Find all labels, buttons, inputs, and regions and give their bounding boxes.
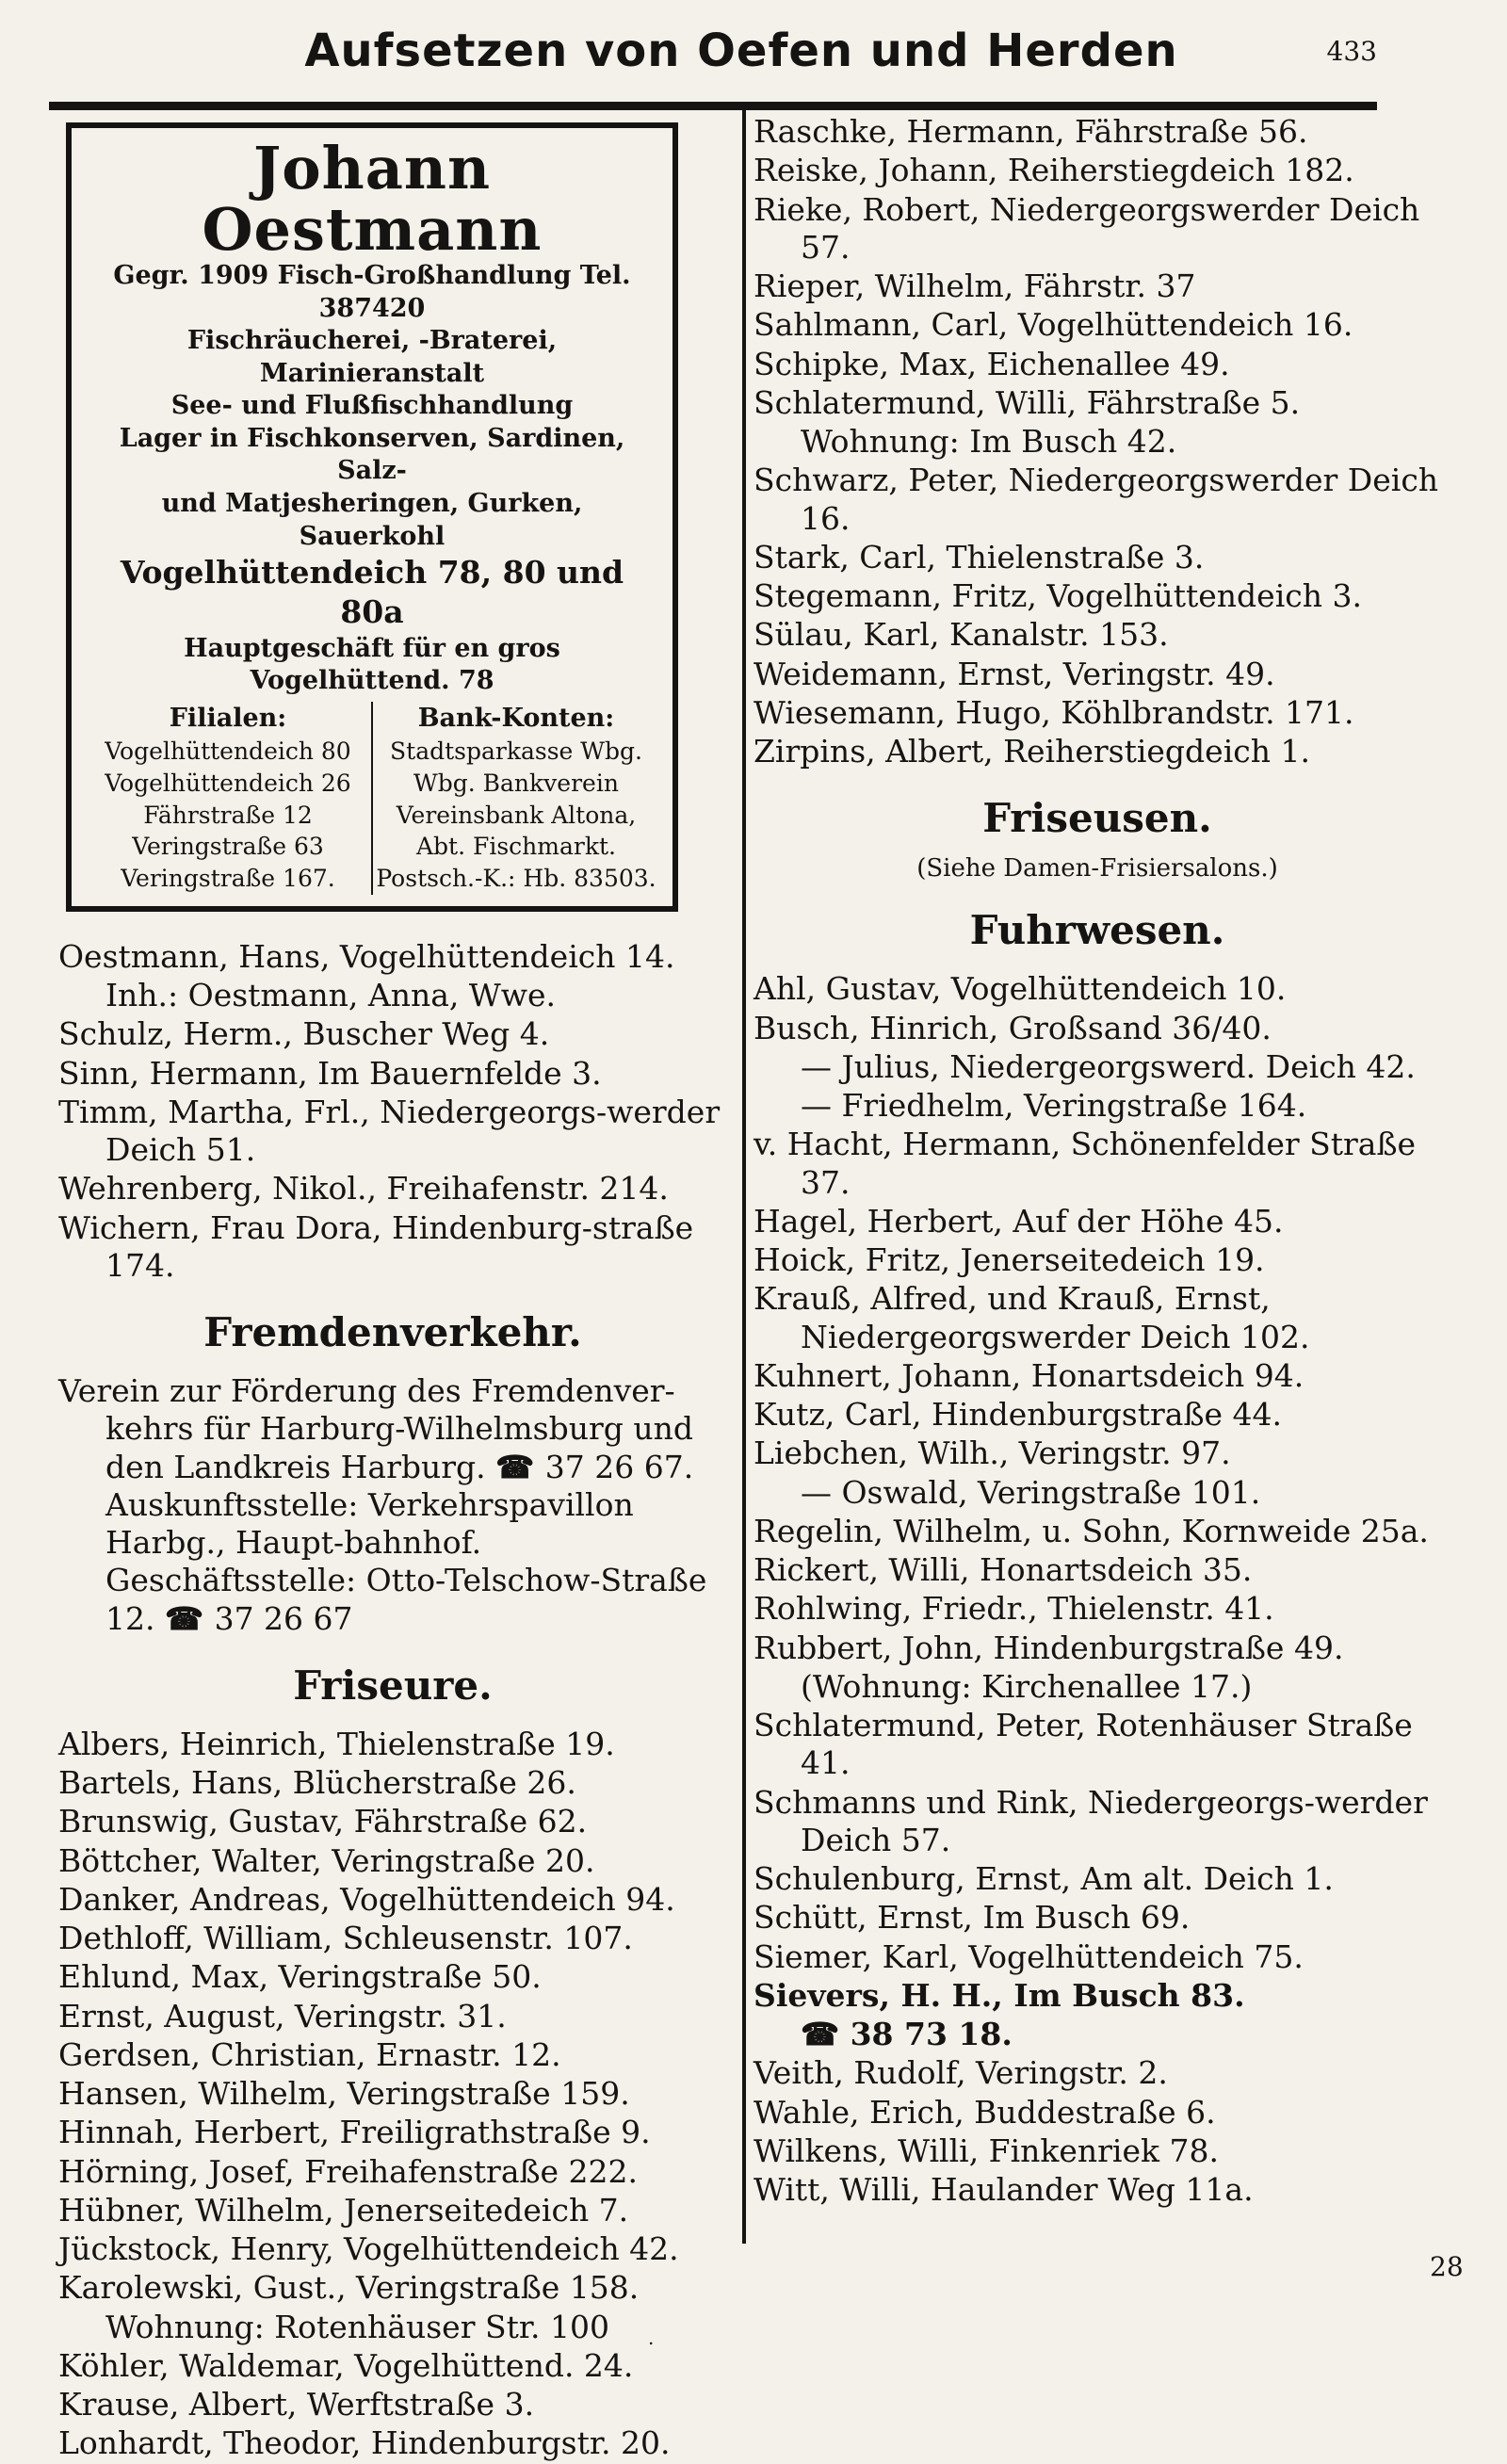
directory-entry: Bartels, Hans, Blücherstraße 26.	[58, 1764, 576, 1802]
directory-entry: Ehlund, Max, Veringstraße 50.	[58, 1958, 542, 1996]
ad-line: Gegr. 1909 Fisch-Großhandlung Tel. 387420	[113, 261, 631, 323]
branches-heading: Filialen:	[169, 703, 287, 733]
directory-entry: Siemer, Karl, Vogelhüttendeich 75.	[754, 1937, 1304, 1975]
directory-entry: Sinn, Hermann, Im Bauernfelde 3.	[58, 1054, 602, 1092]
directory-entry: Hagel, Herbert, Auf der Höhe 45.	[754, 1202, 1284, 1240]
print-mark: .	[648, 2326, 655, 2349]
directory-entry: Wilkens, Willi, Finkenriek 78.	[754, 2132, 1219, 2169]
directory-entry: Dethloff, William, Schleusenstr. 107.	[58, 1920, 633, 1957]
directory-entry: Liebchen, Wilh., Veringstr. 97.	[754, 1435, 1231, 1472]
directory-entry: Lonhardt, Theodor, Hindenburgstr. 20.	[58, 2424, 671, 2462]
directory-entry: Schmanns und Rink, Niedergeorgs-werder Deich 57.	[754, 1783, 1428, 1858]
ad-banks	[371, 702, 659, 895]
bank-item: Vereinsbank Altona,	[396, 801, 637, 829]
directory-entry: Busch, Hinrich, Großsand 36/40.	[754, 1009, 1272, 1046]
cross-reference-note: (Siehe Damen-Frisiersalons.)	[916, 854, 1278, 883]
directory-entry: Stark, Carl, Thielenstraße 3.	[754, 538, 1205, 575]
directory-entry: Regelin, Wilhelm, u. Sohn, Kornweide 25a.	[754, 1512, 1429, 1549]
directory-entry: Böttcher, Walter, Veringstraße 20.	[58, 1841, 595, 1879]
fremdenverkehr-desc: Verein zur Förderung des Fremdenver-kehrs für Harburg-Wilhelmsburg und den Landkreis Harburg.	[58, 1372, 693, 1485]
branch-item: Vogelhüttendeich 80	[105, 738, 351, 766]
ad-line: Hauptgeschäft für en gros Vogelhüttend. 78	[184, 633, 560, 696]
ad-line: See- und Flußfischhandlung	[170, 391, 574, 421]
directory-entry: Gerdsen, Christian, Ernastr. 12.	[58, 2035, 561, 2073]
directory-entry: Danker, Andreas, Vogelhüttendeich 94.	[58, 1880, 675, 1918]
directory-entry: Hübner, Wilhelm, Jenerseitedeich 7.	[58, 2191, 629, 2229]
directory-entry: v. Hacht, Hermann, Schönenfelder Straße 37.	[754, 1126, 1417, 1201]
column-divider	[742, 105, 746, 2244]
ad-line: Vogelhüttendeich 78, 80 und 80a	[120, 554, 624, 631]
ad-company-name: Johann Oestmann	[202, 134, 543, 265]
directory-entry: Hoick, Fritz, Jenerseitedeich 19.	[754, 1241, 1265, 1278]
bank-item: Wbg. Bankverein	[413, 769, 619, 797]
directory-entry: Krauß, Alfred, und Krauß, Ernst, Niedergeorgswerder Deich 102.	[754, 1280, 1310, 1355]
directory-entry: Hörning, Josef, Freihafenstraße 222.	[58, 2152, 639, 2190]
phone-number: 38 73 18.	[850, 2016, 1013, 2052]
page-header	[49, 24, 1377, 100]
ad-branches	[85, 702, 371, 895]
directory-entry: Kutz, Carl, Hindenburgstraße 44.	[754, 1396, 1282, 1433]
telephone-icon: ☎	[801, 2016, 851, 2052]
directory-entry: Schwarz, Peter, Niedergeorgswerder Deich 16.	[754, 462, 1439, 537]
directory-entry: Witt, Willi, Haulander Weg 11a.	[754, 2171, 1254, 2208]
signature-number: 28	[1430, 2251, 1464, 2282]
telephone-icon: ☎	[495, 1448, 545, 1485]
directory-entry: Rohlwing, Friedr., Thielenstr. 41.	[754, 1590, 1274, 1628]
directory-entry: Veith, Rudolf, Veringstr. 2.	[754, 2054, 1168, 2092]
directory-entry: Wiesemann, Hugo, Köhlbrandstr. 171.	[754, 693, 1354, 731]
directory-entry: Wohnung: Rotenhäuser Str. 100	[105, 2308, 609, 2345]
directory-entry: Wohnung: Im Busch 42.	[801, 423, 1177, 460]
directory-entry: Schipke, Max, Eichenallee 49.	[754, 345, 1230, 382]
directory-entry: Wahle, Erich, Buddestraße 6.	[754, 2093, 1216, 2131]
directory-entry: Inh.: Oestmann, Anna, Wwe.	[105, 977, 557, 1014]
section-heading-fuhrwesen: Fuhrwesen.	[969, 907, 1225, 954]
directory-entry: Schlatermund, Peter, Rotenhäuser Straße 41.	[754, 1707, 1413, 1782]
directory-entry: Schulz, Herm., Buscher Weg 4.	[58, 1015, 550, 1053]
directory-entry: Raschke, Hermann, Fährstraße 56.	[754, 113, 1308, 150]
directory-entry: Wehrenberg, Nikol., Freihafenstr. 214.	[58, 1170, 669, 1208]
banks-heading: Bank-Konten:	[417, 703, 615, 733]
directory-entry: Schütt, Ernst, Im Busch 69.	[754, 1899, 1191, 1937]
branch-item: Veringstraße 167.	[121, 865, 335, 893]
directory-entry: Jückstock, Henry, Vogelhüttendeich 42.	[58, 2230, 679, 2268]
directory-entry: — Friedhelm, Veringstraße 164.	[801, 1087, 1307, 1124]
directory-entry: Krause, Albert, Werftstraße 3.	[58, 2386, 535, 2423]
directory-entry: — Julius, Niedergeorgswerd. Deich 42.	[801, 1047, 1416, 1085]
section-heading-friseure: Friseure.	[293, 1662, 493, 1709]
directory-entry: Rickert, Willi, Honartsdeich 35.	[754, 1551, 1253, 1588]
directory-entry: Ahl, Gustav, Vogelhüttendeich 10.	[754, 970, 1287, 1008]
directory-entry: Hansen, Wilhelm, Veringstraße 159.	[58, 2075, 630, 2113]
left-column	[58, 122, 727, 2464]
directory-entry: Köhler, Waldemar, Vogelhüttend. 24.	[58, 2346, 634, 2384]
directory-entry: Schulenburg, Ernst, Am alt. Deich 1.	[754, 1860, 1334, 1897]
branch-item: Veringstraße 63	[132, 833, 324, 861]
phone-number: 37 26 67	[214, 1599, 353, 1637]
running-title: Aufsetzen von Oefen und Herden	[304, 24, 1178, 77]
ad-line: und Matjesheringen, Gurken, Sauerkohl	[161, 489, 583, 551]
directory-entry: Sahlmann, Carl, Vogelhüttendeich 16.	[754, 306, 1353, 344]
section-heading-friseusen: Friseusen.	[982, 795, 1212, 842]
directory-entry: Rubbert, John, Hindenburgstraße 49.	[754, 1629, 1344, 1666]
directory-entry: — Oswald, Veringstraße 101.	[801, 1473, 1261, 1511]
directory-entry: Brunswig, Gustav, Fährstraße 62.	[58, 1803, 588, 1840]
directory-entry: Rieke, Robert, Niedergeorgswerder Deich 57.	[754, 190, 1420, 266]
right-column	[754, 113, 1441, 2210]
fremdenverkehr-desc-2: Auskunftsstelle: Verkehrspavillon Harbg., Haupt-bahnhof. Geschäftsstelle: Otto-Telschow-Straße 12.	[105, 1485, 707, 1637]
branch-item: Vogelhüttendeich 26	[105, 769, 351, 797]
advertisement-box	[66, 122, 678, 912]
directory-entry: Weidemann, Ernst, Veringstr. 49.	[754, 655, 1275, 692]
directory-entry: Hinnah, Herbert, Freiligrathstraße 9.	[58, 2114, 651, 2151]
directory-entry: Stegemann, Fritz, Vogelhüttendeich 3.	[754, 577, 1362, 614]
directory-entry: Oestmann, Hans, Vogelhüttendeich 14.	[58, 937, 675, 975]
directory-entry: Wichern, Frau Dora, Hindenburg-straße 174.	[58, 1208, 694, 1284]
directory-entry: Albers, Heinrich, Thielenstraße 19.	[58, 1725, 615, 1762]
bank-item: Postsch.-K.: Hb. 83503.	[376, 865, 656, 893]
directory-entry: Karolewski, Gust., Veringstraße 158.	[58, 2269, 640, 2307]
header-rule	[49, 102, 1377, 110]
ad-line: Lager in Fischkonserven, Sardinen, Salz-	[119, 423, 625, 486]
directory-entry: Reiske, Johann, Reiherstiegdeich 182.	[754, 152, 1354, 189]
directory-entry: Schlatermund, Willi, Fährstraße 5.	[754, 383, 1301, 421]
telephone-icon: ☎	[164, 1599, 215, 1637]
page-number: 433	[1326, 36, 1377, 67]
directory-entry: Sievers, H. H., Im Busch 83.	[754, 1976, 1245, 2014]
directory-entry: Sülau, Karl, Kanalstr. 153.	[754, 616, 1169, 654]
section-heading-fremdenverkehr: Fremdenverkehr.	[203, 1309, 582, 1356]
fremdenverkehr-text	[58, 1372, 727, 1638]
directory-entry: Ernst, August, Veringstr. 31.	[58, 1997, 507, 2034]
directory-entry-phone	[754, 2016, 1441, 2053]
ad-line: Fischräucherei, -Braterei, Marinieranstalt	[186, 326, 558, 388]
phone-number: 37 26 67.	[544, 1448, 694, 1485]
ad-branches-banks-table	[85, 702, 659, 895]
directory-entry: Rieper, Wilhelm, Fährstr. 37	[754, 267, 1196, 304]
bank-item: Abt. Fischmarkt.	[416, 833, 616, 861]
directory-entry: Timm, Martha, Frl., Niedergeorgs-werder Deich 51.	[58, 1093, 721, 1169]
directory-entry: Zirpins, Albert, Reiherstiegdeich 1.	[754, 733, 1310, 770]
bank-item: Stadtsparkasse Wbg.	[390, 738, 642, 766]
branch-item: Fährstraße 12	[143, 801, 313, 829]
directory-entry: Kuhnert, Johann, Honartsdeich 94.	[754, 1356, 1304, 1394]
directory-entry: (Wohnung: Kirchenallee 17.)	[801, 1667, 1253, 1705]
